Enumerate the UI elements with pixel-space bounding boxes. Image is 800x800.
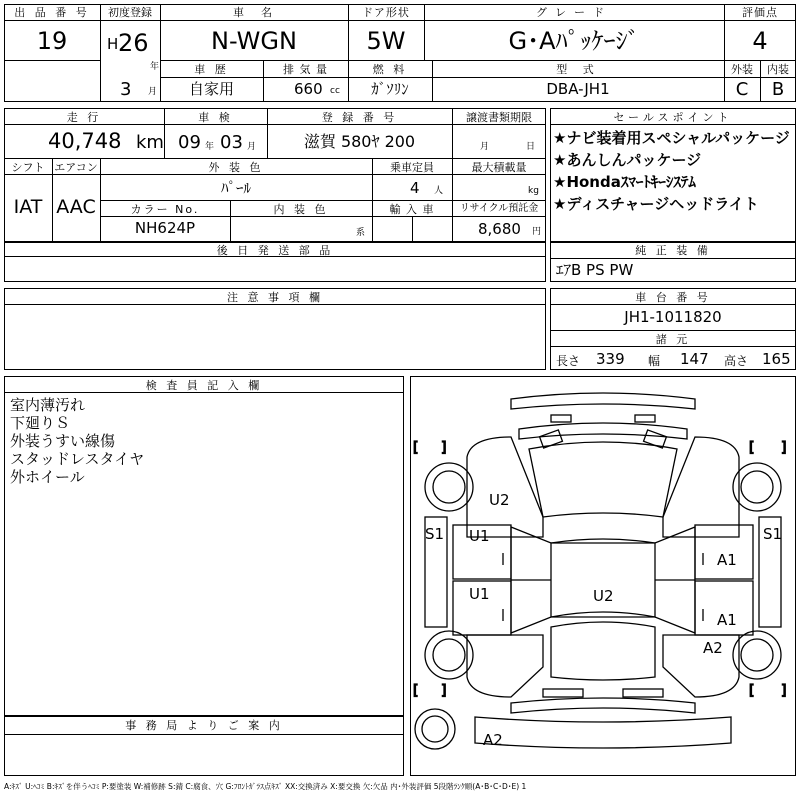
score-value: 4 (752, 27, 768, 55)
mark-u2-roof: U2 (593, 587, 614, 605)
mileage-header: 走 行 (66, 111, 102, 124)
chassis-number: JH1-1011820 (624, 308, 722, 326)
history-value: 自家用 (188, 80, 234, 98)
interior-grade: B (771, 79, 785, 100)
svg-text:[: [ (749, 683, 755, 699)
genuine-equipment-header: 純 正 装 備 (635, 244, 711, 257)
genuine-equipment-value: ｴｱB PS PW (556, 261, 634, 279)
svg-text:]: ] (441, 683, 447, 699)
chassis-no-header: 車 台 番 号 (635, 291, 711, 304)
notes-header: 注 意 事 項 欄 (227, 291, 323, 304)
first-reg-header: 初度登録 (108, 6, 152, 19)
model-code-header: 型 式 (556, 63, 600, 76)
first-reg-month-unit: 月 (148, 87, 158, 97)
fuel-value: ｶﾞｿﾘﾝ (371, 80, 409, 98)
mark-a2-rear: A2 (483, 731, 503, 749)
capacity-unit: 人 (434, 186, 444, 196)
svg-text:[: [ (413, 683, 419, 699)
ext-color-header: 外 装 色 (208, 161, 264, 174)
first-reg-month: 3 (120, 79, 132, 100)
max-load-unit: kg (528, 186, 539, 196)
aircon-value: AAC (56, 196, 96, 218)
displacement-header: 排 気 量 (283, 63, 328, 76)
inspection-month-unit: 月 (247, 142, 257, 152)
mark-a1-front-door: A1 (717, 551, 737, 569)
doors-header: ドア形状 (362, 6, 410, 19)
recycle-value: 8,680 (478, 220, 521, 238)
mark-u1-front-door: U1 (469, 527, 490, 545)
inspection-year-unit: 年 (205, 142, 215, 152)
history-header: 車 歴 (194, 63, 229, 76)
exterior-header: 外装 (731, 63, 753, 76)
inspection-month: 03 (220, 132, 243, 153)
inspector-note-5: 外ホイール (10, 468, 85, 486)
registration-value: 滋賀 580ﾔ 200 (303, 132, 416, 151)
inspector-note-3: 外装うすい線傷 (10, 432, 116, 450)
later-parts-header: 後 日 発 送 部 品 (216, 244, 334, 257)
fuel-header: 燃 料 (372, 63, 408, 76)
car-diagram (410, 376, 796, 776)
score-header: 評価点 (742, 6, 778, 19)
transfer-month-unit: 月 (480, 142, 490, 152)
length-value: 339 (596, 350, 625, 368)
capacity-header: 乗車定員 (390, 161, 434, 174)
first-reg-year: 26 (118, 29, 149, 57)
specs-header: 諸 元 (655, 333, 691, 346)
selling-point-4: ★ディスチャージヘッドライト (553, 195, 759, 213)
mark-a1-rear-door: A1 (717, 611, 737, 629)
mileage-unit: km (136, 132, 164, 153)
color-no-header: カラー No. (130, 203, 200, 216)
car-name: N-WGN (211, 27, 297, 55)
first-reg-year-unit: 年 (150, 62, 160, 72)
width-value: 147 (680, 350, 709, 368)
svg-text:[: [ (749, 440, 755, 456)
transfer-deadline-header: 譲渡書類期限 (466, 111, 532, 124)
inspector-notes-header: 検 査 員 記 入 欄 (145, 379, 263, 392)
shift-value: IAT (13, 196, 43, 218)
import-header: 輸 入 車 (389, 203, 435, 216)
displacement-unit: cc (330, 86, 340, 96)
doors-value: 5W (366, 27, 406, 55)
svg-text:[: [ (413, 440, 419, 456)
grade-value: G･Aﾊﾟｯｹｰｼﾞ (508, 27, 640, 55)
height-label: 高さ (724, 354, 749, 368)
aircon-header: エアコン (54, 161, 98, 174)
width-label: 幅 (648, 354, 661, 368)
mark-s1-left: S1 (425, 525, 445, 543)
office-info-header: 事 務 局 よ り ご 案 内 (125, 719, 283, 732)
mark-u1-rear-door: U1 (469, 585, 490, 603)
svg-text:]: ] (441, 440, 447, 456)
grade-header: グレード (536, 6, 612, 19)
int-color-header: 内 装 色 (273, 203, 329, 216)
mileage-value: 40,748 (48, 129, 122, 153)
selling-point-1: ★ナビ装着用スペシャルパッケージ (553, 129, 790, 147)
selling-point-2: ★あんしんパッケージ (553, 151, 702, 169)
recycle-header: リサイクル預託金 (459, 203, 539, 214)
ext-color-value: ﾊﾟｰﾙ (220, 179, 251, 197)
car-name-header: 車 名 (233, 6, 275, 19)
capacity-value: 4 (410, 179, 420, 197)
inspection-year: 09 (178, 132, 201, 153)
svg-text:]: ] (781, 440, 787, 456)
int-color-suffix: 系 (356, 228, 366, 238)
car-diagram-svg (411, 377, 795, 775)
displacement-value: 660 (294, 80, 323, 98)
exterior-grade: C (735, 79, 749, 100)
lot-number: 19 (36, 27, 68, 55)
max-load-header: 最大積載量 (471, 161, 527, 174)
inspector-note-4: スタッドレスタイヤ (10, 450, 145, 468)
model-code-value: DBA-JH1 (546, 80, 610, 98)
inspector-note-1: 室内薄汚れ (10, 396, 86, 414)
first-reg-era: H (107, 35, 119, 53)
registration-header: 登 録 番 号 (321, 111, 398, 124)
inspection-header: 車 検 (198, 111, 233, 124)
color-no-value: NH624P (134, 219, 196, 237)
shift-header: シフト (11, 161, 45, 174)
lot-no-header: 出 品 番 号 (14, 6, 90, 19)
mark-s1-right: S1 (763, 525, 783, 543)
height-value: 165 (762, 350, 791, 368)
selling-points-header: セールスポイント (613, 111, 733, 124)
inspector-note-2: 下廻りＳ (10, 414, 71, 432)
selling-point-3: ★Hondaｽﾏｰﾄｷｰｼｽﾃﾑ (553, 173, 696, 191)
legend: A:ｷｽﾞ U:ﾍｺﾐ B:ｷｽﾞを伴うﾍｺﾐ P:要塗装 W:補修跡 S:錆 C:腐食、穴 G:ﾌﾛﾝﾄｶﾞﾗｽ点ｷｽﾞ XX:交換済み X:要交換 欠:欠品 内･外装評価 5段階ﾗﾝｸ順(A･B･C･D･E) 1 (4, 782, 527, 791)
length-label: 長さ (556, 354, 581, 368)
transfer-day-unit: 日 (526, 142, 536, 152)
interior-header: 内装 (767, 63, 789, 76)
svg-text:]: ] (781, 683, 787, 699)
mark-a2-quarter: A2 (703, 639, 723, 657)
mark-u2-hood: U2 (489, 491, 510, 509)
recycle-unit: 円 (532, 227, 542, 237)
